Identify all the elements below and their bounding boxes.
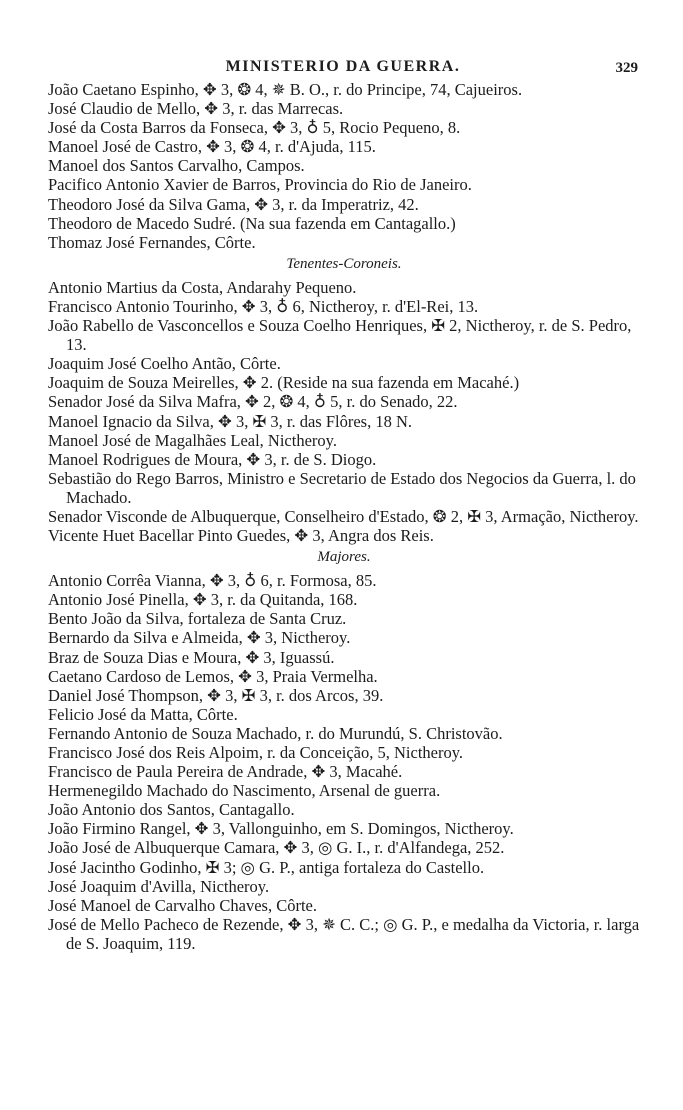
list-entry: João José de Albuquerque Camara, ✥ 3, ◎ G. I., r. d'Alfandega, 252.: [48, 838, 505, 858]
list-entry: Felicio José da Matta, Côrte.: [48, 704, 238, 724]
list-entry: Fernando Antonio de Souza Machado, r. do Murundú, S. Christovão.: [48, 723, 503, 743]
list-entry: Pacifico Antonio Xavier de Barros, Provincia do Rio de Janeiro.: [48, 175, 472, 195]
list-entry: Caetano Cardoso de Lemos, ✥ 3, Praia Vermelha.: [48, 666, 378, 686]
list-entry: Theodoro José da Silva Gama, ✥ 3, r. da Imperatriz, 42.: [48, 194, 419, 214]
list-entry: Manoel dos Santos Carvalho, Campos.: [48, 156, 305, 176]
list-entry: Manoel Rodrigues de Moura, ✥ 3, r. de S. Diogo.: [48, 449, 377, 469]
list-entry: João Caetano Espinho, ✥ 3, ❂ 4, ✵ B. O., r. do Principe, 74, Cajueiros.: [48, 80, 523, 99]
list-entry: Joaquim de Souza Meirelles, ✥ 2. (Reside na sua fazenda em Macahé.): [48, 373, 520, 393]
list-entry: Manoel Ignacio da Silva, ✥ 3, ✠ 3, r. das Flôres, 18 N.: [48, 411, 413, 431]
list-entry: João Firmino Rangel, ✥ 3, Vallonguinho, em S. Domingos, Nictheroy.: [48, 819, 514, 839]
list-entry: Manoel José de Magalhães Leal, Nictheroy.: [48, 430, 337, 450]
list-entry: João Rabello de Vasconcellos e Souza Coelho Henriques, ✠ 2, Nictheroy, r. de S. Pedro, 13.: [48, 316, 632, 355]
list-entry: Vicente Huet Bacellar Pinto Guedes, ✥ 3, Angra dos Reis.: [48, 526, 434, 546]
section-heading: Majores.: [317, 549, 371, 566]
list-entry: Braz de Souza Dias e Moura, ✥ 3, Iguassú.: [48, 647, 335, 667]
section-heading: Tenentes-Coroneis.: [286, 255, 402, 272]
list-entry: Hermenegildo Machado do Nascimento, Arsenal de guerra.: [48, 781, 441, 801]
list-entry: José Jacintho Godinho, ✠ 3; ◎ G. P., antiga fortaleza do Castello.: [48, 857, 485, 877]
list-entry: Senador Visconde de Albuquerque, Conselheiro d'Estado, ❂ 2, ✠ 3, Armação, Nictheroy.: [48, 506, 639, 526]
list-entry: Joaquim José Coelho Antão, Côrte.: [48, 354, 281, 374]
list-entry: Bernardo da Silva e Almeida, ✥ 3, Nictheroy.: [48, 628, 351, 648]
list-entry: Daniel José Thompson, ✥ 3, ✠ 3, r. dos Arcos, 39.: [48, 685, 384, 705]
page-body: [48, 80, 640, 953]
list-entry: Francisco Antonio Tourinho, ✥ 3, ♁ 6, Nictheroy, r. d'El-Rei, 13.: [48, 296, 479, 316]
section-majores: [48, 547, 640, 953]
section-tenentes-coroneis: [48, 254, 640, 545]
list-entry: Thomaz José Fernandes, Côrte.: [48, 232, 256, 252]
list-entry: José da Costa Barros da Fonseca, ✥ 3, ♁ 5, Rocio Pequeno, 8.: [48, 118, 461, 138]
list-entry: Manoel José de Castro, ✥ 3, ❂ 4, r. d'Ajuda, 115.: [48, 137, 376, 157]
list-entry: Sebastião do Rego Barros, Ministro e Secretario de Estado dos Negocios da Guerra, l. do Machado.: [48, 468, 636, 507]
list-entry: João Antonio dos Santos, Cantagallo.: [48, 800, 295, 820]
list-entry: Bento João da Silva, fortaleza de Santa Cruz.: [48, 609, 347, 629]
list-entry: Theodoro de Macedo Sudré. (Na sua fazenda em Cantagallo.): [48, 213, 456, 233]
section-generals: [48, 80, 640, 252]
list-entry: José Joaquim d'Avilla, Nictheroy.: [48, 876, 270, 896]
list-entry: Francisco José dos Reis Alpoim, r. da Conceição, 5, Nictheroy.: [48, 743, 464, 762]
list-entry: José Claudio de Mello, ✥ 3, r. das Marrecas.: [48, 99, 344, 119]
list-entry: Antonio Corrêa Vianna, ✥ 3, ♁ 6, r. Formosa, 85.: [48, 571, 377, 591]
page-header: [48, 58, 638, 82]
running-title: MINISTERIO DA GUERRA.: [225, 58, 461, 75]
list-entry: Francisco de Paula Pereira de Andrade, ✥ 3, Macahé.: [48, 762, 403, 782]
page-number: 329: [615, 60, 638, 76]
list-entry: Senador José da Silva Mafra, ✥ 2, ❂ 4, ♁ 5, r. do Senado, 22.: [48, 392, 458, 412]
list-entry: José de Mello Pacheco de Rezende, ✥ 3, ✵ C. C.; ◎ G. P., e medalha da Victoria, r. larga de S. Joaquim, 119.: [48, 914, 640, 953]
list-entry: Antonio Martius da Costa, Andarahy Pequeno.: [48, 277, 357, 297]
list-entry: José Manoel de Carvalho Chaves, Côrte.: [48, 895, 317, 915]
list-entry: Antonio José Pinella, ✥ 3, r. da Quitanda, 168.: [48, 590, 358, 610]
